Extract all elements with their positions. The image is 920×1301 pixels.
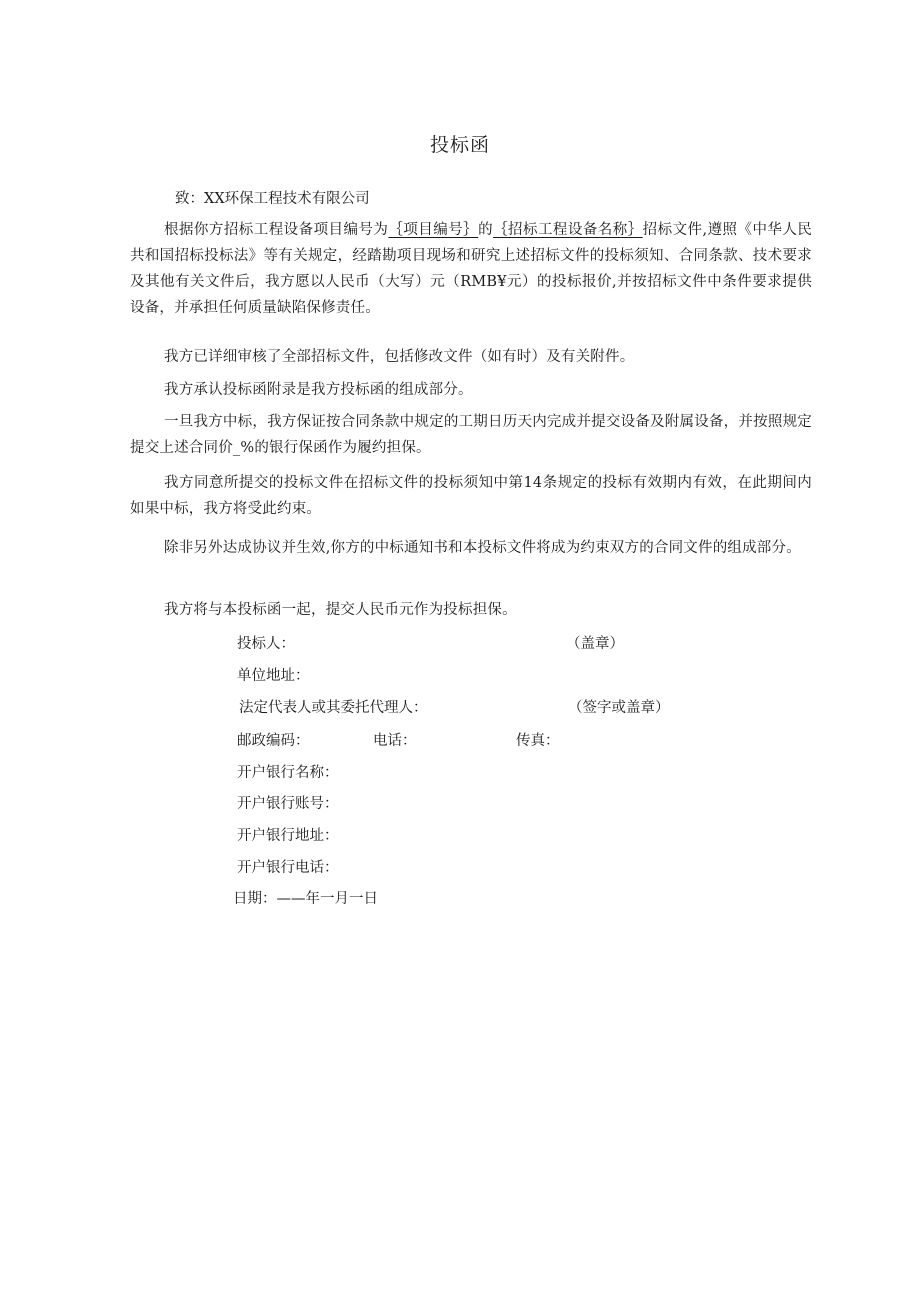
paragraph-quotation xyxy=(130,217,812,321)
bank-phone-label: 开户银行电话： xyxy=(237,860,339,876)
postcode-label: 邮政编码： xyxy=(237,733,310,749)
bidder-seal-note: （盖章） xyxy=(566,636,624,652)
paragraph-appendix: 我方承认投标函附录是我方投标函的组成部分。 xyxy=(164,382,473,398)
representative-label: 法定代表人或其委托代理人： xyxy=(239,700,428,716)
paragraph-quotation-post: 招标文件,遵照《中华人民共和国招标投标法》等有关规定，经踏勘项目现场和研究上述招标文件的投标须知、合同条款、技术要求及其他有关文件后，我方愿以人民币（大写）元（RMB¥元）的投标报价,并按招标文件中条件要求提供设备，并承担任何质量缺陷保修责任。 xyxy=(130,222,813,316)
paragraph-quotation-pre: 根据你方招标工程设备项目编号为 xyxy=(164,222,389,238)
project-name-placeholder: ｛招标工程设备名称｝ xyxy=(493,222,643,238)
paragraph-bid-bond: 我方将与本投标函一起，提交人民币元作为投标担保。 xyxy=(164,602,517,618)
bank-name-label: 开户银行名称： xyxy=(237,765,339,781)
page-title: 投标函 xyxy=(429,134,490,156)
phone-label: 电话： xyxy=(373,733,417,749)
paragraph-validity: 我方同意所提交的投标文件在招标文件的投标须知中第14条规定的投标有效期内有效，在此期间内如果中标，我方将受此约束。 xyxy=(130,475,812,517)
representative-seal-note: （签字或盖章） xyxy=(568,700,670,716)
date-label: 日期：——年一月一日 xyxy=(233,891,378,907)
address-label: 单位地址： xyxy=(237,668,310,684)
paragraph-review: 我方已详细审核了全部招标文件，包括修改文件（如有时）及有关附件。 xyxy=(164,349,635,365)
bank-address-label: 开户银行地址： xyxy=(237,828,339,844)
paragraph-contract: 除非另外达成协议并生效,你方的中标通知书和本投标文件将成为约束双方的合同文件的组成部分。 xyxy=(164,540,801,556)
bank-account-label: 开户银行账号： xyxy=(237,796,339,812)
bidder-label: 投标人： xyxy=(237,636,295,652)
salutation: 致：XX环保工程技术有限公司 xyxy=(175,191,370,207)
paragraph-quotation-mid: 的 xyxy=(478,222,494,238)
paragraph-performance-guarantee: 一旦我方中标，我方保证按合同条款中规定的工期日历天内完成并提交设备及附属设备，并按照规定提交上述合同价_%的银行保函作为履约担保。 xyxy=(130,414,812,456)
fax-label: 传真： xyxy=(516,733,560,749)
project-number-placeholder: ｛项目编号｝ xyxy=(388,222,479,238)
